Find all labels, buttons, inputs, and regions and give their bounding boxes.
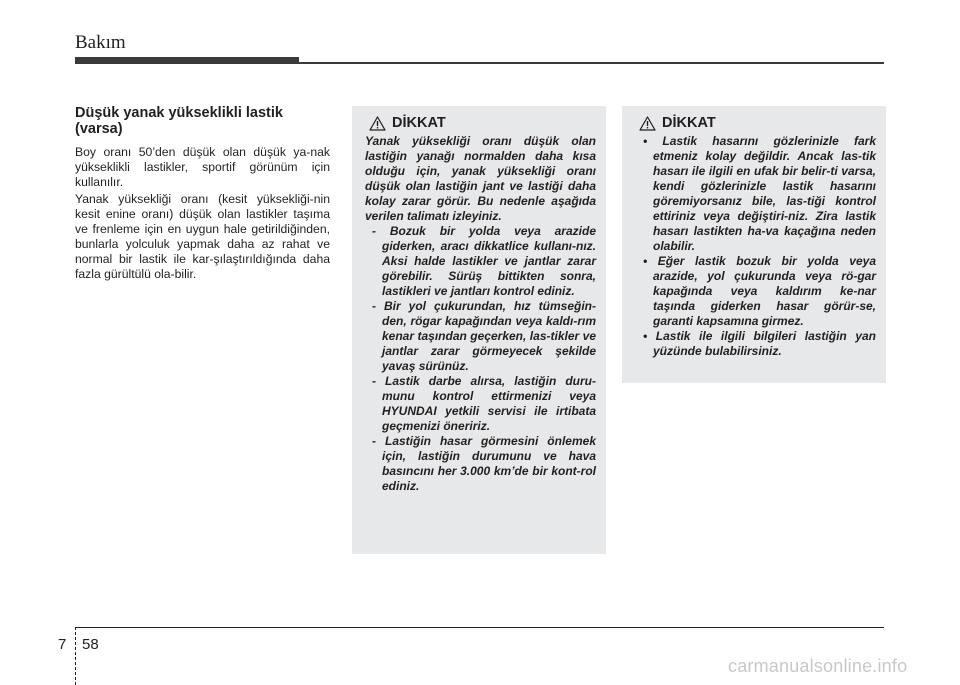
warning-triangle-icon: [639, 116, 656, 131]
caution-box-1: [352, 106, 606, 554]
header-rule-thin: [299, 62, 884, 64]
body-paragraph-1: Boy oranı 50’den düşük olan düşük ya-nak yükseklikli lastikler, sportif görünüm için kullanılır.: [75, 145, 330, 189]
caution-intro: Yanak yüksekliği oranı düşük olan lastiğin yanağı normalden daha kısa olduğu için, yanak yüksekliği oranı düşük olan lastiğin jant ve lastiği daha kolay zarar görür. Bu nedenle aşağıda verilen talimatı izleyiniz.: [365, 134, 596, 223]
caution-item: - Lastik darbe alırsa, lastiğin duru-munu kontrol ettirmenizi veya HYUNDAI yetkili servisi ile irtibata geçmenizi öneririz.: [372, 374, 596, 433]
low-profile-tire-section: [75, 105, 330, 284]
caution-title: DİKKAT: [662, 115, 716, 131]
section-number: 7: [58, 636, 67, 653]
caution-header: [635, 115, 876, 131]
caution-title: DİKKAT: [392, 115, 446, 131]
page-header-title: Bakım: [75, 32, 126, 53]
caution-item: • Lastik hasarını gözlerinizle fark etmeniz kolay değildir. Ancak las-tik hasarı ile ilgili en ufak bir belir-ti varsa, kendi gözlerinizle lastik hasarını göremiyorsanız bile, las-tiği kontrol ettiriniz veya değiştiri-niz. Zira lastik hasarı lastikten ha-va kaçağına neden olabilir.: [643, 134, 876, 253]
caution-box-2: [622, 106, 886, 383]
caution-header: [365, 115, 596, 131]
section-title: Düşük yanak yükseklikli lastik (varsa): [75, 105, 283, 137]
caution-item: - Bir yol çukurundan, hız tümseğin-den, rögar kapağından veya kaldı-rım kenar taşından geçerken, las-tikler ve jantlar zarar görmeyecek şekilde yavaş sürünüz.: [372, 299, 596, 373]
header-rule-thick: [75, 57, 299, 64]
caution-item: • Eğer lastik bozuk bir yolda veya arazide, yol çukurunda veya rö-gar kapağında veya kaldırım ke-nar taşında giderken hasar görür-se, garanti kapsamına girmez.: [643, 254, 876, 328]
caution-list: [365, 224, 596, 494]
watermark: carmanualsonline.info: [728, 656, 908, 676]
caution-list: [635, 134, 876, 359]
body-paragraph-2: Yanak yüksekliği oranı (kesit yüksekliği-nin kesit enine oranı) düşük olan lastikler taşıma ve frenleme için en uygun hale getirildiğinden, bunlarla yolculuk yapmak daha az rahat ve normal bir lastik ile kar-şılaştırıldığında daha fazla gürültülü ola-bilir.: [75, 192, 330, 281]
caution-item: - Bozuk bir yolda veya arazide giderken, aracı dikkatlice kullanı-nız. Aksi halde lastikler ve jantlar zarar görebilir. Sürüş bittikten sonra, lastikleri ve jantları kontrol ediniz.: [372, 224, 596, 298]
footer-divider: [75, 627, 76, 685]
warning-triangle-icon: [369, 116, 386, 131]
page-number: 58: [82, 636, 99, 653]
footer-rule: [75, 627, 884, 628]
caution-item: • Lastik ile ilgili bilgileri lastiğin yan yüzünde bulabilirsiniz.: [643, 329, 876, 358]
caution-item: - Lastiğin hasar görmesini önlemek için, lastiğin durumunu ve hava basıncını her 3.000 km’de bir kont-rol ediniz.: [372, 434, 596, 493]
